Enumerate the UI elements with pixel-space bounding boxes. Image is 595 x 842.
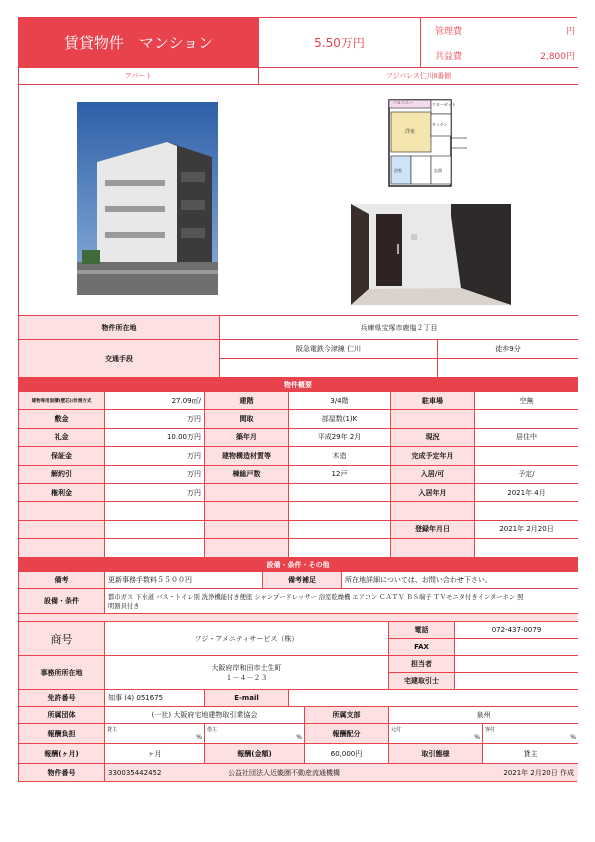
overview-cell-r0-c3: 3/4階 <box>289 392 391 410</box>
property-type: アパート <box>19 68 259 85</box>
deal-label: 取引態様 <box>389 744 483 764</box>
overview-cell-r4-c0: 解約引 <box>19 466 105 484</box>
overview-cell-r4-c2: 棟総戸数 <box>205 466 289 484</box>
deal-value: 貸主 <box>483 744 578 764</box>
property-sheet <box>18 17 577 782</box>
lender-label: 貸主 <box>107 727 118 733</box>
person-label: 担当者 <box>389 656 455 673</box>
overview-cell-r0-c4: 駐車場 <box>391 392 475 410</box>
overview-cell-r8-c3 <box>289 539 391 557</box>
equipment-label: 設備・条件 <box>19 589 105 614</box>
fee-month-label: 報酬(ヶ月) <box>19 744 105 764</box>
overview-cell-r1-c5 <box>475 410 578 428</box>
dest-label: 客付 <box>485 727 496 733</box>
overview-cell-r6-c1 <box>105 502 205 520</box>
overview-cell-r5-c4: 入居年月 <box>391 484 475 502</box>
address-line-1: 大阪府岸和田市土生町 <box>211 663 282 672</box>
transport-walk-2 <box>438 359 578 378</box>
transport-walk: 徒歩9分 <box>438 340 578 359</box>
fee-dist-dest <box>483 724 578 744</box>
overview-cell-r0-c1: 27.09㎡/ <box>105 392 205 410</box>
lender-percent: % <box>196 734 202 741</box>
license-value: 知事 (4) 051675 <box>105 690 205 707</box>
overview-cell-r7-c4: 登録年月日 <box>391 521 475 539</box>
overview-cell-r4-c4: 入居/可 <box>391 466 475 484</box>
overview-cell-r1-c0: 敷金 <box>19 410 105 428</box>
overview-cell-r4-c3: 12戸 <box>289 466 391 484</box>
tel-label: 電話 <box>389 622 455 639</box>
facilities-band: 設備・条件・その他 <box>19 558 578 572</box>
overview-cell-r6-c3 <box>289 502 391 520</box>
overview-cell-r3-c4: 完成予定年月 <box>391 447 475 465</box>
address-line-2: １－４－２３ <box>225 673 268 682</box>
building-name: フジパレス仁川Ⅱ番館 <box>259 68 578 85</box>
transport-line-2 <box>220 359 438 378</box>
overview-cell-r0-c0: 建物専用面積(壁芯)/計測方式 <box>19 392 105 410</box>
origin-percent: % <box>474 734 480 741</box>
overview-cell-r3-c3: 木造 <box>289 447 391 465</box>
overview-cell-r7-c2 <box>205 521 289 539</box>
branch-label: 所属支部 <box>305 707 389 724</box>
person-value <box>455 656 578 673</box>
overview-cell-r2-c1: 10.00万円 <box>105 429 205 447</box>
overview-band: 物件概要 <box>19 378 578 392</box>
transport-label: 交通手段 <box>19 340 220 378</box>
management-fee-value: 円 <box>481 18 578 43</box>
overview-cell-r8-c1 <box>105 539 205 557</box>
overview-cell-r7-c1 <box>105 521 205 539</box>
property-no-value: 330035442452 <box>108 768 162 777</box>
overview-cell-r2-c3: 平成29年 2月 <box>289 429 391 447</box>
realtor-label: 宅建取引士 <box>389 673 455 690</box>
location-label: 物件所在地 <box>19 316 220 340</box>
email-label: E-mail <box>205 690 289 707</box>
floorplan-entrance: 玄関 <box>434 168 442 173</box>
sheet-title: 賃貸物件 マンション <box>19 18 259 68</box>
realtor-value <box>455 673 578 690</box>
overview-cell-r7-c3 <box>289 521 391 539</box>
footer-row <box>105 764 578 781</box>
remarks-sub-value: 所在地詳細については、お問い合わせ下さい。 <box>342 572 578 589</box>
overview-cell-r3-c2: 建物構造材質等 <box>205 447 289 465</box>
overview-cell-r8-c0 <box>19 539 105 557</box>
branch-value: 泉州 <box>389 707 578 724</box>
dest-percent: % <box>570 734 576 741</box>
spacer-band <box>19 614 578 622</box>
overview-cell-r8-c2 <box>205 539 289 557</box>
overview-cell-r2-c0: 礼金 <box>19 429 105 447</box>
overview-cell-r1-c4 <box>391 410 475 428</box>
floor-plan <box>387 98 469 188</box>
overview-cell-r5-c3 <box>289 484 391 502</box>
fee-month-value: ヶ月 <box>105 744 205 764</box>
license-label: 免許番号 <box>19 690 105 707</box>
floorplan-bath: 浴室 <box>394 168 402 173</box>
management-fee-label: 管理費 <box>421 18 481 43</box>
property-no-label: 物件番号 <box>19 764 105 781</box>
fax-label: FAX <box>389 639 455 656</box>
overview-cell-r6-c5 <box>475 502 578 520</box>
fee-share-lender <box>105 724 205 744</box>
interior-photo <box>351 204 511 305</box>
origin-label: 元付 <box>391 727 402 733</box>
remarks-label: 備考 <box>19 572 105 589</box>
company-name-label: 商号 <box>19 622 105 656</box>
overview-cell-r1-c3: 部屋数(1)K <box>289 410 391 428</box>
borrower-percent: % <box>296 734 302 741</box>
fax-value <box>455 639 578 656</box>
fee-dist-label: 報酬配分 <box>305 724 389 744</box>
footer-org: 公益社団法人近畿圏不動産流通機構 <box>228 768 340 777</box>
overview-cell-r4-c5: 予定/ <box>475 466 578 484</box>
email-value <box>289 690 578 707</box>
fee-share-borrower <box>205 724 305 744</box>
equipment-value <box>105 589 578 614</box>
overview-cell-r4-c1: 万円 <box>105 466 205 484</box>
overview-cell-r6-c0 <box>19 502 105 520</box>
fee-amount-value: 60,000円 <box>305 744 389 764</box>
overview-cell-r5-c0: 権利金 <box>19 484 105 502</box>
equipment-line-2: 明器具付き <box>108 603 140 610</box>
overview-cell-r2-c5: 居住中 <box>475 429 578 447</box>
transport-line: 阪急電鉄今津線 仁川 <box>220 340 438 359</box>
overview-cell-r1-c1: 万円 <box>105 410 205 428</box>
floorplan-room: 洋室 <box>405 129 416 135</box>
common-fee-label: 共益費 <box>421 43 481 68</box>
overview-cell-r6-c4 <box>391 502 475 520</box>
overview-cell-r5-c1: 万円 <box>105 484 205 502</box>
equipment-line-1: 都市ガス 下水道 バス・トイレ別 洗浄機能付き便座 シャンプードレッサー 浴室乾燥機 エアコン ＣＡＴＶ ＢＳ端子 ＴＶモニタ付きインターホン 照 <box>108 594 524 601</box>
overview-cell-r8-c5 <box>475 539 578 557</box>
overview-cell-r6-c2 <box>205 502 289 520</box>
overview-cell-r3-c0: 保証金 <box>19 447 105 465</box>
association-label: 所属団体 <box>19 707 105 724</box>
office-address <box>105 656 389 690</box>
association-value: (一社) 大阪府宅地建物取引業協会 <box>105 707 305 724</box>
borrower-label: 借主 <box>207 727 218 733</box>
tel-value: 072-437-0079 <box>455 622 578 639</box>
floorplan-balcony: バルコニー <box>393 100 413 105</box>
overview-cell-r2-c4: 現況 <box>391 429 475 447</box>
fee-amount-label: 報酬(金額) <box>205 744 305 764</box>
footer-created: 2021年 2月20日 作成 <box>503 768 574 777</box>
fee-dist-origin <box>389 724 483 744</box>
overview-cell-r0-c5: 空無 <box>475 392 578 410</box>
building-photo <box>77 102 218 295</box>
overview-cell-r1-c2: 間取 <box>205 410 289 428</box>
company-name-value: フジ・アメニティサービス（株） <box>105 622 389 656</box>
overview-cell-r5-c2 <box>205 484 289 502</box>
overview-cell-r2-c2: 築年月 <box>205 429 289 447</box>
overview-cell-r8-c4 <box>391 539 475 557</box>
floorplan-closet: クローゼット <box>432 102 456 107</box>
overview-cell-r3-c5 <box>475 447 578 465</box>
overview-cell-r7-c5: 2021年 2月20日 <box>475 521 578 539</box>
floorplan-kitchen: キッチン <box>432 122 448 127</box>
fee-share-label: 報酬負担 <box>19 724 105 744</box>
overview-cell-r7-c0 <box>19 521 105 539</box>
rent-price: 5.50万円 <box>259 18 421 68</box>
location-value: 兵庫県宝塚市鹿塩２丁目 <box>220 316 578 340</box>
remarks-value: 更新事務手数料５５００円 <box>105 572 263 589</box>
common-fee-value: 2,800円 <box>481 43 578 68</box>
office-label: 事務所所在地 <box>19 656 105 690</box>
overview-cell-r5-c5: 2021年 4月 <box>475 484 578 502</box>
remarks-sub-label: 備考補足 <box>263 572 342 589</box>
overview-cell-r0-c2: 建階 <box>205 392 289 410</box>
overview-cell-r3-c1: 万円 <box>105 447 205 465</box>
